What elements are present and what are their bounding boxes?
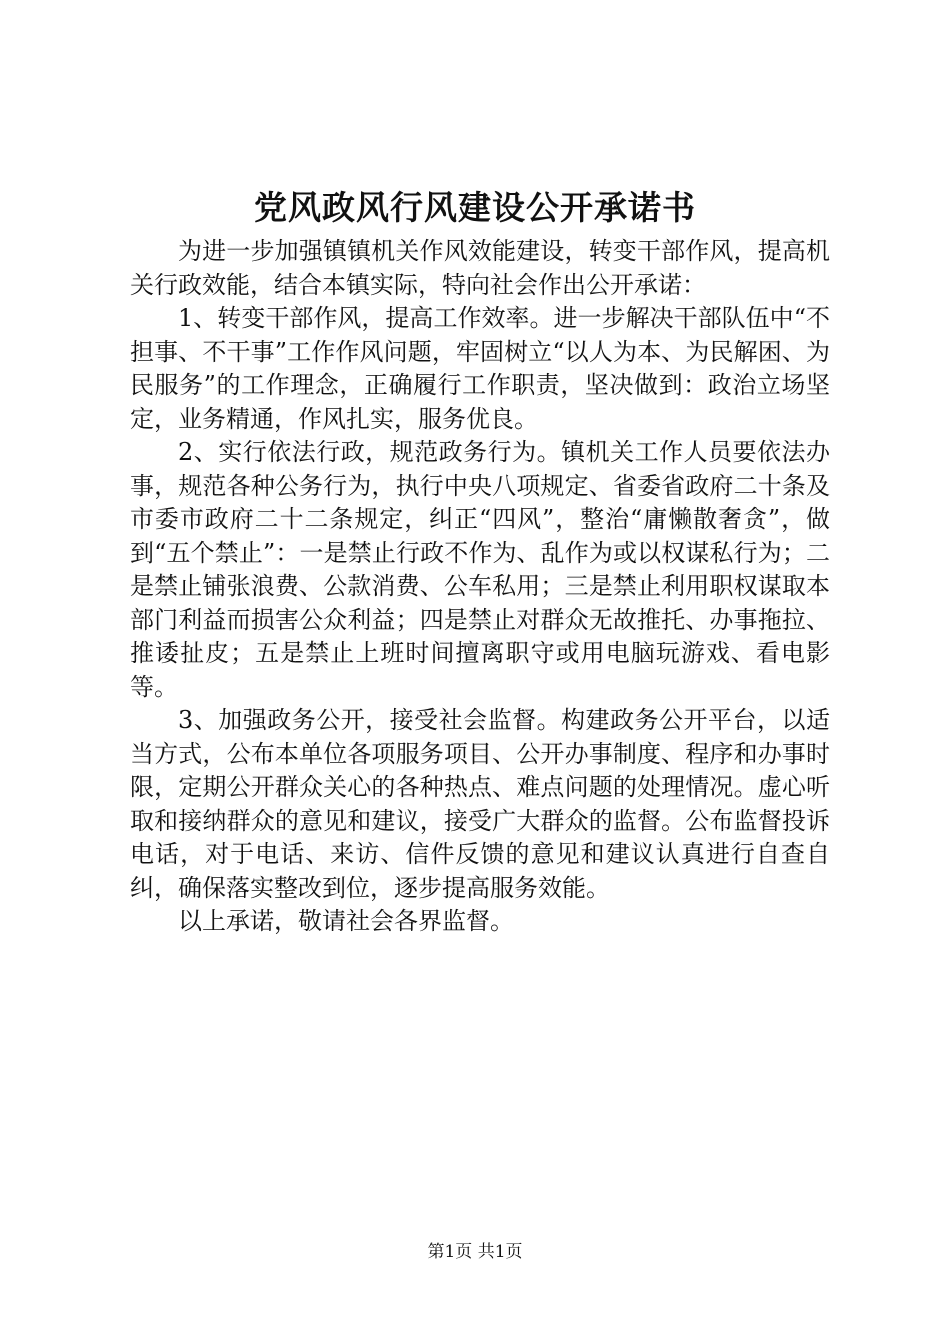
document-body — [130, 235, 830, 939]
document-title: 党风政风行风建设公开承诺书 — [254, 188, 696, 227]
commitment-paragraph-3: 3、加强政务公开，接受社会监督。构建政务公开平台，以适当方式，公布本单位各项服务项目、公开办事制度、程序和办事时限，定期公开群众关心的各种热点、难点问题的处理情况。虚心听取和接纳群众的意见和建议，接受广大群众的监督。公布监督投诉电话，对于电话、来访、信件反馈的意见和建议认真进行自查自纠，确保落实整改到位，逐步提高服务效能。 — [130, 706, 830, 902]
commitment-paragraph-2: 2、实行依法行政，规范政务行为。镇机关工作人员要依法办事，规范各种公务行为，执行中央八项规定、省委省政府二十条及市委市政府二十二条规定，纠正“四风”，整治“庸懒散奢贪”，做到“五个禁止”：一是禁止行政不作为、乱作为或以权谋私行为；二是禁止铺张浪费、公款消费、公车私用；三是禁止利用职权谋取本部门利益而损害公众利益；四是禁止对群众无故推托、办事拖拉、推诿扯皮；五是禁止上班时间擅离职守或用电脑玩游戏、看电影等。 — [130, 438, 830, 701]
page-footer: 第1页 共1页 — [427, 1242, 523, 1262]
commitment-paragraph-1: 1、转变干部作风，提高工作效率。进一步解决干部队伍中“不担事、不干事”工作作风问题，牢固树立“以人为本、为民解困、为民服务”的工作理念，正确履行工作职责，坚决做到：政治立场坚定，业务精通，作风扎实，服务优良。 — [130, 304, 830, 433]
closing-paragraph: 以上承诺，敬请社会各界监督。 — [178, 907, 514, 935]
intro-paragraph: 为进一步加强镇镇机关作风效能建设，转变干部作风，提高机关行政效能，结合本镇实际，特向社会作出公开承诺： — [130, 237, 830, 299]
